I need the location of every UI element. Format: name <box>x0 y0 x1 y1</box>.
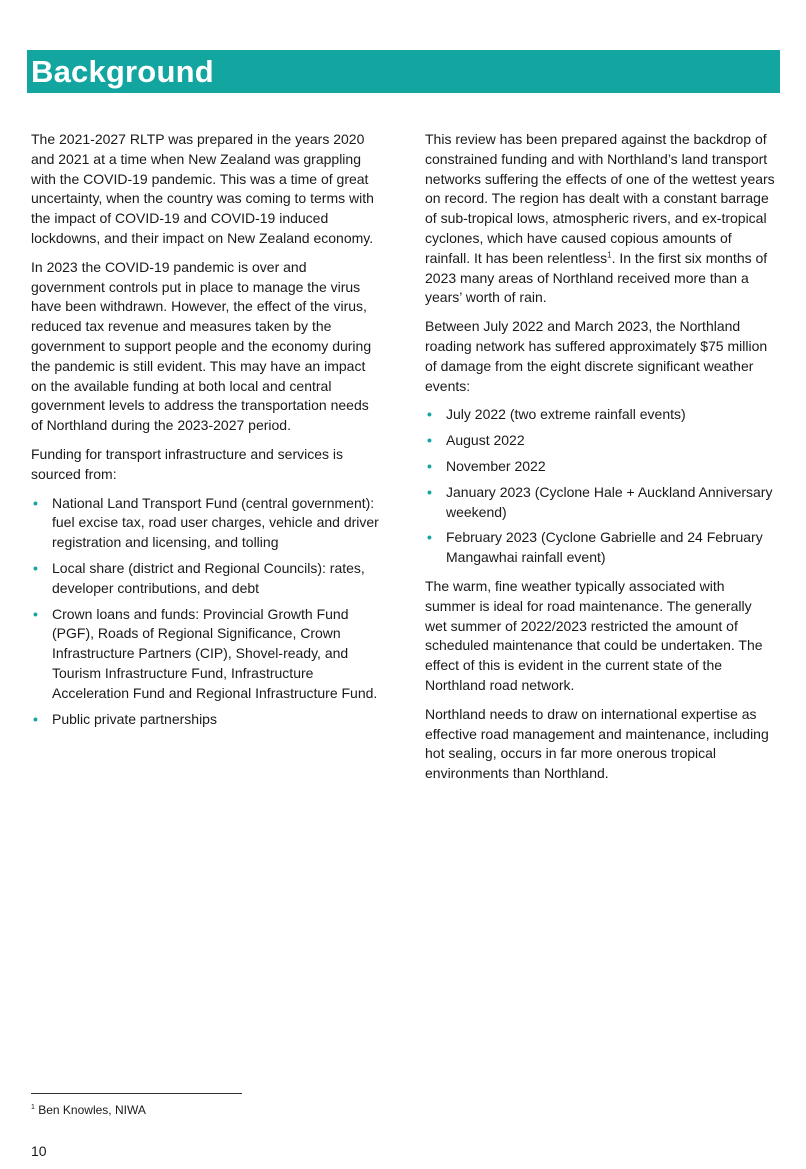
list-item-text: February 2023 (Cyclone Gabrielle and 24 February Mangawhai rainfall event) <box>446 529 763 566</box>
list-item-text: Local share (district and Regional Councils): rates, developer contributions, and debt <box>52 559 365 596</box>
footnote <box>31 1102 146 1118</box>
list-item-text: January 2023 (Cyclone Hale + Auckland Anniversary weekend) <box>446 483 773 520</box>
left-column <box>31 130 383 738</box>
bullet-icon: • <box>427 483 432 500</box>
list-item <box>425 431 777 451</box>
list-item <box>31 605 383 704</box>
paragraph <box>425 130 777 308</box>
bullet-icon: • <box>33 559 38 576</box>
right-column <box>425 130 777 793</box>
paragraph: In 2023 the COVID-19 pandemic is over and government controls put in place to manage the virus have been withdrawn. However, the effect of the virus, reduced tax revenue and measures taken by the government to support people and the economy during the pandemic is still evident. This may have an impact on the available funding at both local and central government levels to address the transportation needs of Northland during the 2023-2027 period. <box>31 258 372 434</box>
paragraph: The 2021-2027 RLTP was prepared in the years 2020 and 2021 at a time when New Zealand was grappling with the COVID-19 pandemic. This was a time of great uncertainty, when the country was coming to terms with the impact of COVID-19 and COVID-19 induced lockdowns, and their impact on New Zealand economy. <box>31 131 374 246</box>
list-item-text: Crown loans and funds: Provincial Growth Fund (PGF), Roads of Regional Significance, Crown Infrastructure Partners (CIP), Shovel-ready, and Tourism Infrastructure Fund, Infrastructure Acceleration Fund and Regional Infrastructure Fund. <box>52 605 378 701</box>
funding-sources-list <box>31 494 383 730</box>
paragraph: The warm, fine weather typically associated with summer is ideal for road maintenance. The generally wet summer of 2022/2023 restricted the amount of scheduled maintenance that could be undertaken. The effect of this is evident in the current state of the Northland road network. <box>425 577 763 693</box>
list-item <box>31 494 383 553</box>
bullet-icon: • <box>427 406 432 423</box>
section-header-bar <box>27 50 780 93</box>
list-item-text: National Land Transport Fund (central government): fuel excise tax, road user charges, vehicle and driver registration and licensing, and tolling <box>52 494 379 551</box>
list-item <box>31 559 383 599</box>
list-item-text: July 2022 (two extreme rainfall events) <box>446 406 686 423</box>
list-item-text: November 2022 <box>446 457 546 474</box>
list-item-text: August 2022 <box>446 432 525 449</box>
paragraph: Between July 2022 and March 2023, the Northland roading network has suffered approximately $75 million of damage from the eight discrete significant weather events: <box>425 318 768 394</box>
bullet-icon: • <box>427 529 432 546</box>
weather-events-list <box>425 405 777 568</box>
footnote-marker: 1 <box>31 1104 35 1111</box>
footnote-reference[interactable]: 1 <box>607 250 612 260</box>
list-item <box>425 457 777 477</box>
paragraph: Funding for transport infrastructure and services is sourced from: <box>31 445 344 482</box>
footnote-divider <box>31 1093 242 1094</box>
section-title: Background <box>31 54 214 89</box>
list-item-text: Public private partnerships <box>52 710 217 727</box>
paragraph-text-tail: . In the first six months of 2023 many areas of Northland received more than a years’ worth of rain. <box>425 249 768 306</box>
list-item <box>425 483 777 523</box>
bullet-icon: • <box>427 432 432 449</box>
bullet-icon: • <box>427 457 432 474</box>
list-item <box>31 710 383 730</box>
paragraph: Northland needs to draw on international expertise as effective road management and maintenance, including hot sealing, occurs in far more onerous tropical environments than Northland. <box>425 705 769 782</box>
bullet-icon: • <box>33 605 38 622</box>
list-item <box>425 405 777 425</box>
paragraph-text: This review has been prepared against the backdrop of constrained funding and with Northland’s land transport networks suffering the effects of one of the wettest years on record. The region has dealt with a constant barrage of sub-tropical lows, atmospheric rivers, and ex-tropical cyclones, which have caused copious amounts of rainfall. It has been relentless <box>425 131 775 266</box>
bullet-icon: • <box>33 494 38 511</box>
bullet-icon: • <box>33 710 38 727</box>
footnote-text: Ben Knowles, NIWA <box>34 1103 146 1117</box>
list-item <box>425 528 777 568</box>
page-number: 10 <box>31 1143 47 1159</box>
